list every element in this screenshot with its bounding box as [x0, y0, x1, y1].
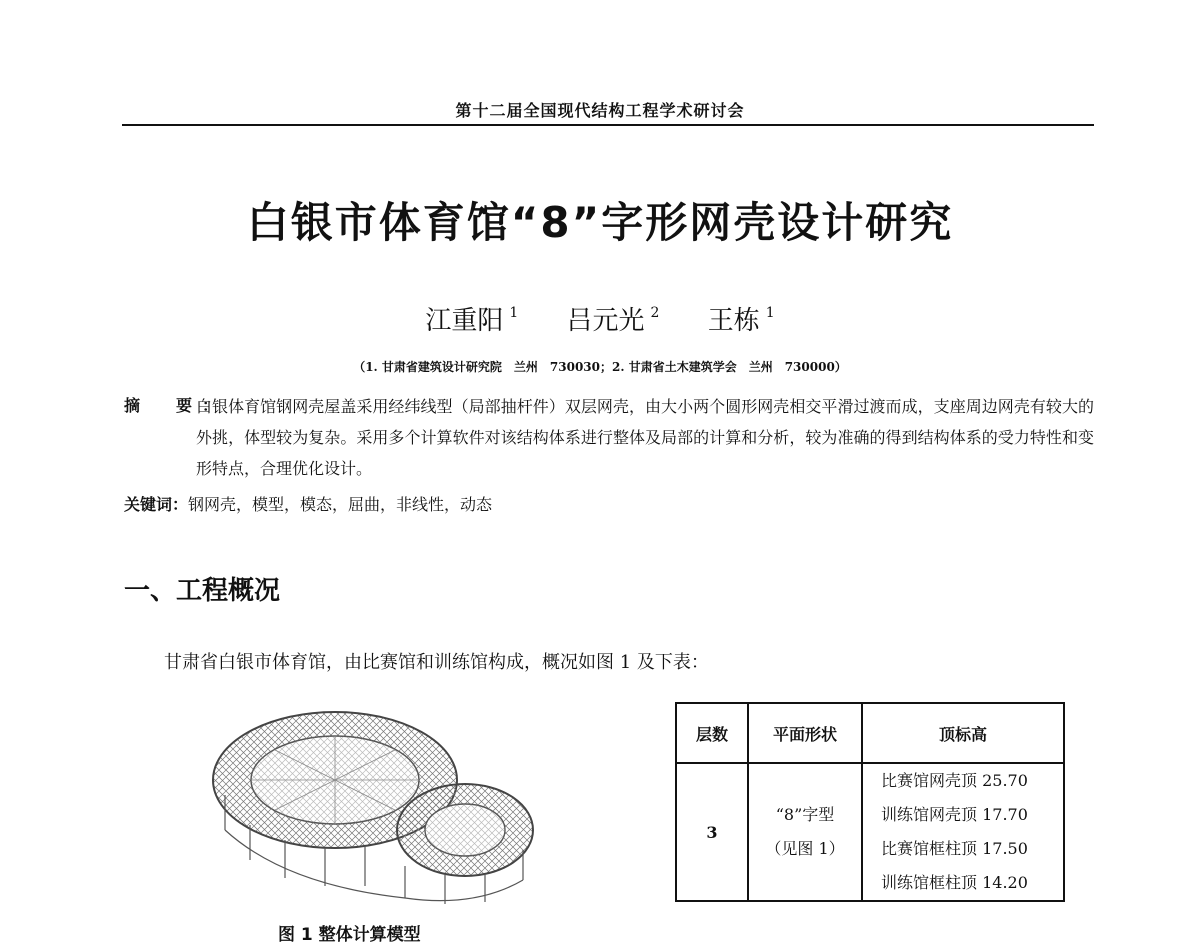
col-header: 平面形状 [748, 703, 862, 763]
author: 吕元光 $^2$ [566, 305, 660, 336]
keywords-text: 钢网壳，模型，模态，屈曲，非线性，动态 [188, 495, 493, 514]
header-rule [122, 124, 1094, 126]
shape-line: （见图 1） [765, 839, 845, 858]
abstract-text: 白银体育馆钢网壳屋盖采用经纬线型（局部抽杆件）双层网壳，由大小两个圆形网壳相交平滑过渡而成，支座周边网壳有较大的外挑，体型较为复杂。采用多个计算软件对该结构体系进行整体及局部的计算和分析，较为准确的得到结构体系的受力特性和变形特点，合理优化设计。 [196, 397, 1094, 478]
section-heading: 一、工程概况 [124, 576, 281, 606]
height-entry: 比赛馆网壳顶 25.70 [881, 771, 1028, 790]
overview-table [675, 702, 1065, 902]
author: 王栋 $^1$ [707, 305, 775, 336]
section-intro: 甘肃省白银市体育馆，由比赛馆和训练馆构成，概况如图 1 及下表： [164, 652, 709, 673]
keywords-label: 关键词： [124, 495, 189, 514]
shape-line: “8”字型 [775, 805, 835, 824]
col-header: 顶标高 [862, 703, 1064, 763]
table-row [676, 763, 1064, 901]
table-header-row [676, 703, 1064, 763]
height-entry: 比赛馆框柱顶 17.50 [881, 839, 1028, 858]
keywords [124, 492, 492, 515]
author: 江重阳 $^1$ [425, 305, 519, 336]
author-list [0, 300, 1200, 337]
figure-caption: 图 1 整体计算模型 [278, 925, 421, 945]
shape-cell [748, 763, 862, 901]
paper-title: 白银市体育馆“8”字形网壳设计研究 [246, 198, 954, 247]
heights-cell [862, 763, 1064, 901]
affiliations: （1. 甘肃省建筑设计研究院 兰州 730030；2. 甘肃省土木建筑学会 兰州 730000） [353, 360, 847, 374]
height-entry: 训练馆网壳顶 17.70 [881, 805, 1028, 824]
abstract-label: 摘 要： [124, 396, 229, 415]
running-header: 第十二届全国现代结构工程学术研讨会 [455, 101, 745, 120]
height-entry: 训练馆框柱顶 14.20 [881, 873, 1028, 892]
shell-model-figure [205, 700, 545, 910]
col-header: 层数 [676, 703, 748, 763]
floors-cell: 3 [676, 763, 748, 901]
